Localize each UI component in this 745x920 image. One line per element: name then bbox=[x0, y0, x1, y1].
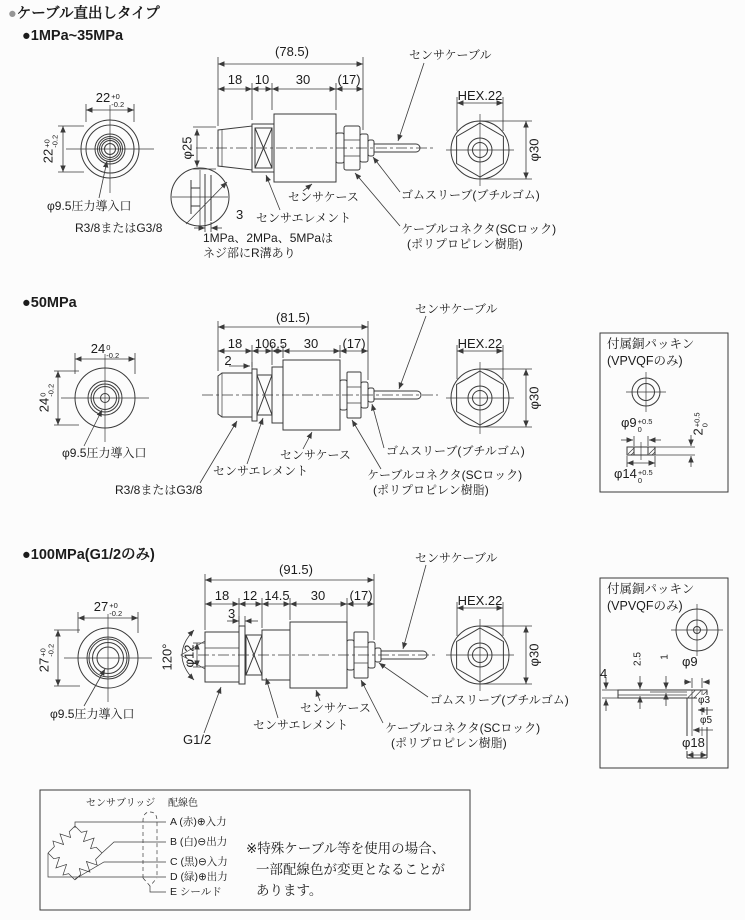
p1-dim-thickness: 2 +0.5 0 bbox=[690, 412, 709, 436]
w-line-a: A (赤)⊕入力 bbox=[170, 816, 227, 828]
r3-dim-18: 18 bbox=[214, 588, 230, 603]
r1-label-thread: R3/8またはG3/8 bbox=[75, 221, 163, 235]
r1-dim-overall: (78.5) bbox=[275, 44, 309, 59]
r1-note1: 1MPa、2MPa、5MPaは bbox=[203, 231, 334, 245]
r1-label-sensor-case: センサケース bbox=[288, 190, 359, 204]
p2-dim-dia9: φ9 bbox=[682, 654, 698, 669]
section2-title: ●50MPa bbox=[22, 295, 77, 311]
r1-dim-18: 18 bbox=[227, 72, 243, 87]
r3-label-sensor-element: センサエレメント bbox=[253, 718, 349, 732]
r1-label-pressure-inlet: φ9.5圧力導入口 bbox=[47, 199, 132, 213]
r1-label-connector2: (ポリプロピレン樹脂) bbox=[407, 237, 523, 251]
w-line-d: D (緑)⊕出力 bbox=[170, 871, 228, 883]
r3-label-thread: G1/2 bbox=[183, 732, 212, 747]
r3-label-sensor-case: センサケース bbox=[300, 701, 371, 715]
r2-label-pressure-inlet: φ9.5圧力導入口 bbox=[62, 446, 147, 460]
r3-dim-angle: 120° bbox=[159, 643, 175, 671]
w-label-bridge: センサブリッジ bbox=[86, 798, 156, 809]
r1-dim-width: 22 +0 -0.2 bbox=[95, 90, 125, 109]
r2-dim-2: 2 bbox=[224, 353, 232, 368]
r3-dim-12: 12 bbox=[242, 588, 258, 603]
w-line-c: C (黒)⊖入力 bbox=[170, 856, 228, 868]
r3-label-connector: ケーブルコネクタ(SCロック) bbox=[385, 721, 541, 735]
r2-dim-17: (17) bbox=[342, 336, 366, 351]
page-title: ●ケーブル直出しタイプ bbox=[8, 6, 160, 22]
r3-label-sensor-cable: センサケーブル bbox=[415, 551, 498, 565]
w-line-e: E シールド bbox=[170, 886, 222, 898]
bullet-icon: ● bbox=[22, 547, 31, 563]
r1-dim-dia30: φ30 bbox=[526, 138, 542, 162]
w-label-colors-title: 配線色 bbox=[168, 798, 198, 809]
r2-label-sensor-element: センサエレメント bbox=[213, 464, 309, 478]
row3-front-view bbox=[54, 612, 152, 706]
row1-hex-view bbox=[446, 97, 532, 186]
r3-dim-17: (17) bbox=[349, 588, 373, 603]
p2-title2: (VPVQFのみ) bbox=[607, 599, 683, 613]
section1-title: ●1MPa~35MPa bbox=[22, 28, 124, 44]
r1-label-sensor-cable: センサケーブル bbox=[409, 48, 492, 62]
r3-dim-width: 27 +0 -0.2 bbox=[93, 599, 123, 618]
r3-dim-overall: (91.5) bbox=[279, 562, 313, 577]
r3-label-connector2: (ポリプロピレン樹脂) bbox=[391, 736, 507, 750]
r2-label-connector: ケーブルコネクタ(SCロック) bbox=[367, 468, 523, 482]
w-note1: ※特殊ケーブル等を使用の場合、 bbox=[246, 841, 446, 856]
p2-dim-25: 2.5 bbox=[632, 652, 644, 666]
p2-dim-dia3: φ3 bbox=[698, 695, 711, 706]
p2-title1: 付属銅パッキン bbox=[607, 582, 695, 596]
r1-dim-10: 10 bbox=[254, 72, 270, 87]
r3-dim-30: 30 bbox=[310, 588, 326, 603]
row2-front-view bbox=[54, 353, 237, 483]
r3-label-pressure-inlet: φ9.5圧力導入口 bbox=[50, 707, 135, 721]
r2-dim-65: 6.5 bbox=[268, 336, 288, 351]
r2-dim-width: 24 0 -0.2 bbox=[90, 341, 120, 360]
p1-dim-dia14: φ14 +0.5 0 bbox=[614, 466, 653, 485]
r2-label-sensor-cable: センサケーブル bbox=[415, 302, 498, 316]
r1-label-hex22: HEX.22 bbox=[457, 88, 503, 103]
r2-label-thread: R3/8またはG3/8 bbox=[115, 483, 203, 497]
r3-label-hex22: HEX.22 bbox=[457, 593, 503, 608]
r2-dim-30: 30 bbox=[303, 336, 319, 351]
r2-dim-10: 10 bbox=[254, 336, 270, 351]
r1-dim-30: 30 bbox=[295, 72, 311, 87]
r3-dim-height: 27 +0 -0.2 bbox=[36, 643, 55, 673]
r1-note2: ネジ部にR溝あり bbox=[203, 246, 296, 260]
bullet-gray-icon: ● bbox=[8, 6, 17, 22]
r3-dim-dia30: φ30 bbox=[526, 643, 542, 667]
p2-dim-dia18: φ18 bbox=[682, 735, 705, 750]
r1-label-sensor-element: センサエレメント bbox=[256, 211, 352, 225]
r2-label-connector2: (ポリプロピレン樹脂) bbox=[373, 483, 489, 497]
w-note3: あります。 bbox=[256, 883, 323, 898]
r3-dim-dia12: φ12 bbox=[181, 644, 197, 668]
r2-dim-dia30: φ30 bbox=[526, 386, 542, 410]
r1-dim-17: (17) bbox=[337, 72, 361, 87]
p1-title1: 付属銅パッキン bbox=[607, 337, 695, 351]
p2-dim-4: 4 bbox=[600, 666, 608, 681]
r2-label-hex22: HEX.22 bbox=[457, 336, 503, 351]
w-line-b: B (白)⊖出力 bbox=[170, 836, 228, 848]
r1-label-connector: ケーブルコネクタ(SCロック) bbox=[401, 222, 557, 236]
r1-label-rubber-sleeve: ゴムスリーブ(ブチルゴム) bbox=[401, 188, 540, 202]
row2-hex-view bbox=[446, 345, 532, 434]
r1-dim-height: 22 +0 -0.2 bbox=[40, 134, 59, 164]
w-note2: 一部配線色が変更となることが bbox=[256, 862, 445, 877]
p1-dim-dia9: φ9 +0.5 0 bbox=[621, 415, 653, 434]
bullet-icon: ● bbox=[22, 28, 31, 44]
r2-dim-height: 24 0 -0.2 bbox=[36, 383, 55, 413]
r1-dim-dia25: φ25 bbox=[179, 136, 195, 160]
r1-dim-groove: 3 bbox=[236, 207, 244, 222]
bullet-icon: ● bbox=[22, 295, 31, 311]
r3-label-rubber-sleeve: ゴムスリーブ(ブチルゴム) bbox=[430, 693, 569, 707]
r2-dim-18: 18 bbox=[227, 336, 243, 351]
p2-dim-1: 1 bbox=[659, 654, 671, 660]
r3-dim-3: 3 bbox=[228, 606, 236, 621]
row3-hex-view bbox=[446, 602, 532, 691]
p1-title2: (VPVQFのみ) bbox=[607, 354, 683, 368]
r2-label-rubber-sleeve: ゴムスリーブ(ブチルゴム) bbox=[386, 444, 525, 458]
p2-dim-dia5: φ5 bbox=[700, 715, 713, 726]
r3-dim-145: 14.5 bbox=[264, 588, 290, 603]
r2-label-sensor-case: センサケース bbox=[280, 448, 351, 462]
r2-dim-overall: (81.5) bbox=[276, 310, 310, 325]
section3-title: ●100MPa(G1/2のみ) bbox=[22, 547, 155, 563]
